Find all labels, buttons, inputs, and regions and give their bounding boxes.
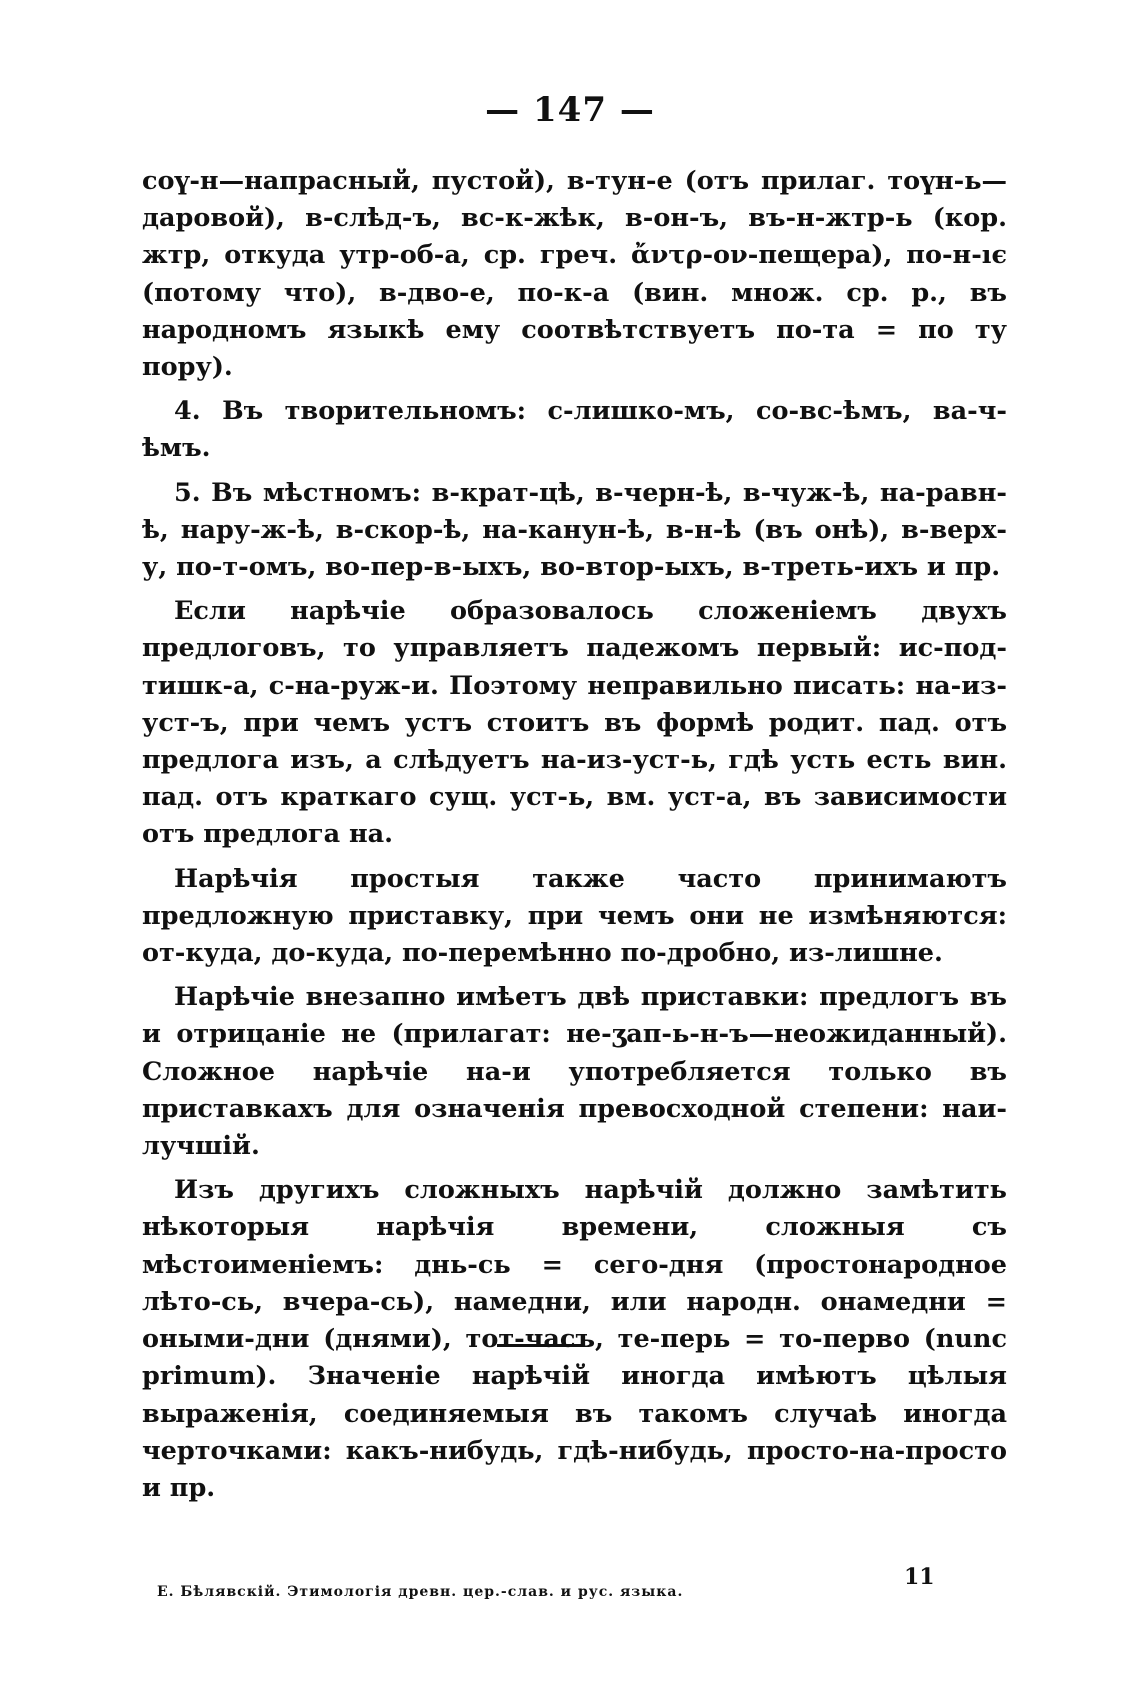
sheet-number: 11 (904, 1564, 935, 1590)
body-text (142, 163, 1007, 1514)
paragraph: соү-н—напрасный, пустой), в-тун-е (отъ прилаг. тоүн-ь—даровой), в-слѣд-ъ, вс-к-жѣк, в-он-ъ, въ-н-жтр-ь (кор. жтр, откуда утр-об-а, ср. греч. ἄντρ-ον-пещера), по-н-ıє (потому что), в-дво-е, по-к-а (вин. множ. ср. р., въ народномъ языкѣ ему соотвѣтствуетъ по-та = по ту пору). (142, 166, 1007, 383)
page-number: — 147 — (485, 90, 655, 130)
paragraph: Изъ другихъ сложныхъ нарѣчій должно замѣтить нѣкоторыя нарѣчія времени, сложныя съ мѣстоименіемъ: днь-сь = сего-дня (простонародное лѣто-сь, вчера-сь), намедни, или народн. онамедни = оными-дни (днями), тот-часъ, те-перь = то-перво (nunc primum). Значеніе нарѣчій иногда имѣютъ цѣлыя выраженія, соединяемыя въ такомъ случаѣ иногда черточками: какъ-нибудь, гдѣ-нибудь, просто-на-просто и пр. (142, 1175, 1007, 1503)
paragraph: Если нарѣчіе образовалось сложеніемъ двухъ предлоговъ, то управляетъ падежомъ первый: ис-под-тишк-а, с-на-руж-и. Поэтому неправильно писать: на-из-уст-ъ, при чемъ устъ стоитъ въ формѣ родит. пад. отъ предлога изъ, а слѣдуетъ на-из-уст-ь, гдѣ усть есть вин. пад. отъ краткаго сущ. уст-ь, вм. уст-а, въ зависимости отъ предлога на. (142, 596, 1007, 850)
paragraph: 5. Въ мѣстномъ: в-крат-цѣ, в-черн-ѣ, в-чуж-ѣ, на-равн-ѣ, нару-ж-ѣ, в-скор-ѣ, на-канун-ѣ, в-н-ѣ (въ онѣ), в-верх-у, по-т-омъ, во-пер-в-ыхъ, во-втор-ыхъ, в-треть-ихъ и пр. (142, 477, 1007, 583)
paragraph: 4. Въ творительномъ: с-лишко-мъ, со-вс-ѣмъ, ва-ч-ѣмъ. (142, 396, 1007, 464)
signature-line: Е. Бѣлявскій. Этимологія древн. цер.-слав. и рус. языка. (157, 1584, 684, 1600)
paragraph: Нарѣчіе внезапно имѣетъ двѣ приставки: предлогъ въ и отрицаніе не (прилагат: не-ʒап-ь-н-ъ—неожиданный). Сложное нарѣчіе на-и употребляется только въ приставкахъ для означенія превосходной степени: наи-лучшій. (142, 982, 1007, 1162)
paragraph: Нарѣчія простыя также часто принимаютъ предложную приставку, при чемъ они не измѣняются: от-куда, до-куда, по-перемѣнно по-дробно, из-лишне. (142, 863, 1007, 969)
section-divider (497, 1344, 583, 1347)
